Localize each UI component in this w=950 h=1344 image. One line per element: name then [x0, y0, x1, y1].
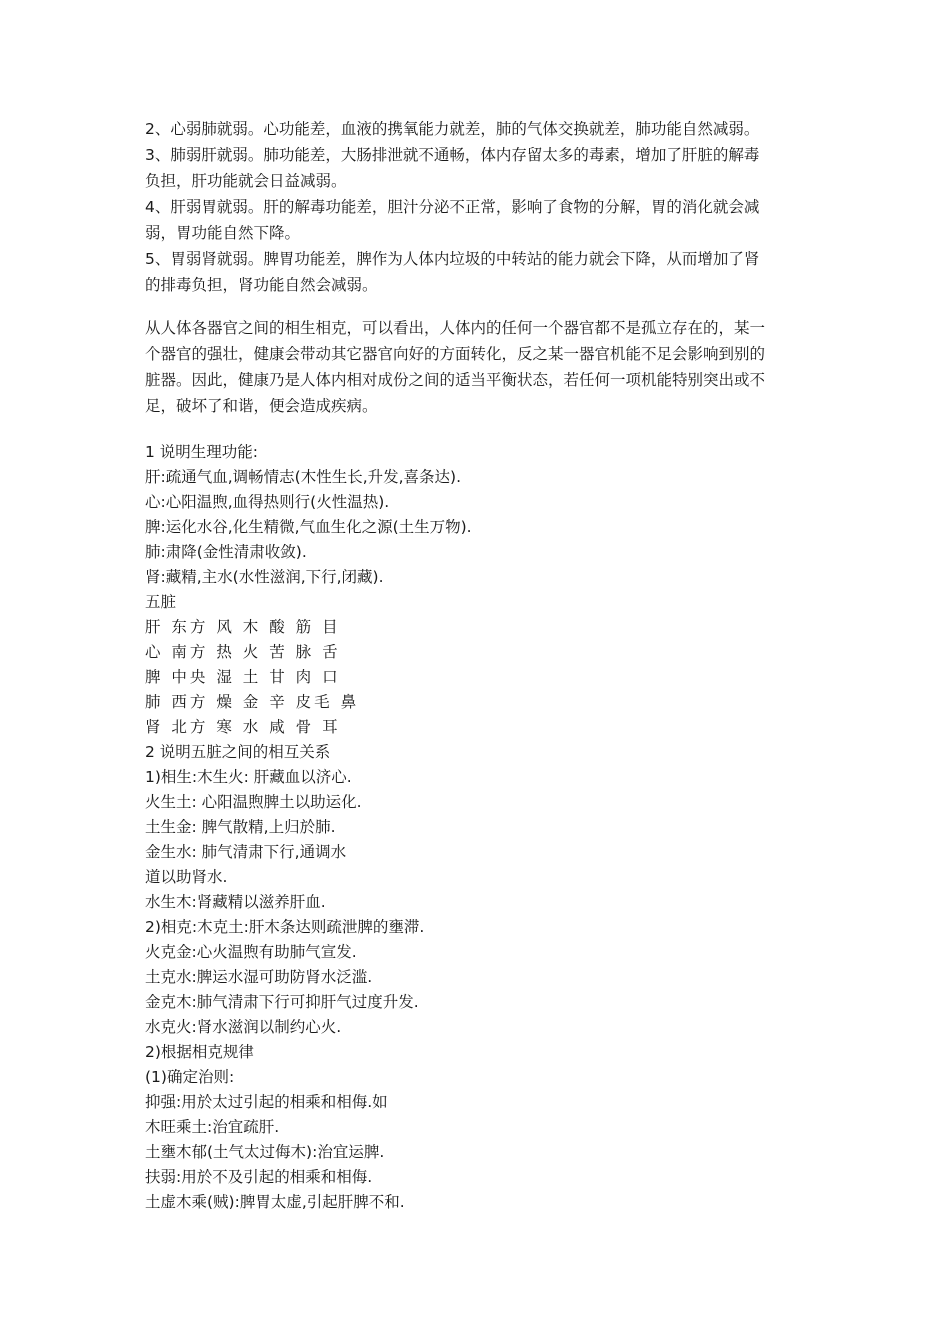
text-line: 扶弱:用於不及引起的相乘和相侮.	[145, 1168, 373, 1186]
notes-list	[145, 440, 810, 1215]
table-row: 肾 北方 寒 水 咸 骨 耳	[145, 718, 341, 736]
text-line: 脏器。因此，健康乃是人体内相对成份之间的适当平衡状态，若任何一项机能特别突出或不	[145, 371, 766, 389]
summary-paragraph	[145, 315, 810, 419]
section-heading: 1 说明生理功能:	[145, 443, 259, 461]
text-line: 火生土: 心阳温煦脾土以助运化.	[145, 793, 362, 811]
text-line: 4、肝弱胃就弱。肝的解毒功能差，胆汁分泌不正常，影响了食物的分解，胃的消化就会减	[145, 198, 760, 216]
text-line: 2)相克:木克土:肝木条达则疏泄脾的壅滞.	[145, 918, 425, 936]
text-line: 2、心弱肺就弱。心功能差，血液的携氧能力就差，肺的气体交换就差，肺功能自然减弱。	[145, 120, 760, 138]
text-line: 2)根据相克规律	[145, 1043, 254, 1061]
text-line: 木旺乘土:治宜疏肝.	[145, 1118, 280, 1136]
text-line: 负担，肝功能就会日益减弱。	[145, 172, 347, 190]
table-row: 脾 中央 湿 土 甘 肉 口	[145, 668, 341, 686]
text-line: 水克火:肾水滋润以制约心火.	[145, 1018, 342, 1036]
text-line: 3、肺弱肝就弱。肺功能差，大肠排泄就不通畅，体内存留太多的毒素，增加了肝脏的解毒	[145, 146, 760, 164]
table-row: 心 南方 热 火 苦 脉 舌	[145, 643, 341, 661]
text-line: 水生木:肾藏精以滋养肝血.	[145, 893, 326, 911]
text-line: 足，破坏了和谐，便会造成疾病。	[145, 397, 378, 415]
text-line: 弱，胃功能自然下降。	[145, 224, 301, 242]
table-row: 肝 东方 风 木 酸 筋 目	[145, 618, 341, 636]
section-heading: 2 说明五脏之间的相互关系	[145, 743, 331, 761]
table-row: 肺 西方 燥 金 辛 皮毛 鼻	[145, 693, 360, 711]
text-line: 土壅木郁(土气太过侮木):治宜运脾.	[145, 1143, 385, 1161]
text-line: 抑强:用於太过引起的相乘和相侮.如	[145, 1093, 388, 1111]
text-line: 1)相生:木生火: 肝藏血以济心.	[145, 768, 352, 786]
text-line: 金克木:肺气清肃下行可抑肝气过度升发.	[145, 993, 419, 1011]
text-line: 金生水: 肺气清肃下行,通调水	[145, 843, 347, 861]
text-line: (1)确定治则:	[145, 1068, 235, 1086]
text-line: 脾:运化水谷,化生精微,气血生化之源(土生万物).	[145, 518, 472, 536]
text-line: 土生金: 脾气散精,上归於肺.	[145, 818, 336, 836]
organ-weakness-list	[145, 116, 810, 298]
text-line: 道以助肾水.	[145, 868, 228, 886]
text-line: 肺:肃降(金性清肃收敛).	[145, 543, 307, 561]
text-line: 火克金:心火温煦有助肺气宣发.	[145, 943, 357, 961]
text-line: 的排毒负担，肾功能自然会减弱。	[145, 276, 378, 294]
text-line: 土虚木乘(贼):脾胃太虚,引起肝脾不和.	[145, 1193, 405, 1211]
text-line: 5、胃弱肾就弱。脾胃功能差，脾作为人体内垃圾的中转站的能力就会下降，从而增加了肾	[145, 250, 760, 268]
text-line: 肾:藏精,主水(水性滋润,下行,闭藏).	[145, 568, 384, 586]
text-line: 肝:疏通气血,调畅情志(木性生长,升发,喜条达).	[145, 468, 462, 486]
text-line: 心:心阳温煦,血得热则行(火性温热).	[145, 493, 390, 511]
text-line: 土克水:脾运水湿可助防肾水泛滥.	[145, 968, 373, 986]
text-line: 从人体各器官之间的相生相克，可以看出，人体内的任何一个器官都不是孤立存在的，某一	[145, 319, 766, 337]
table-title: 五脏	[145, 593, 177, 611]
text-line: 个器官的强壮，健康会带动其它器官向好的方面转化，反之某一器官机能不足会影响到别的	[145, 345, 766, 363]
